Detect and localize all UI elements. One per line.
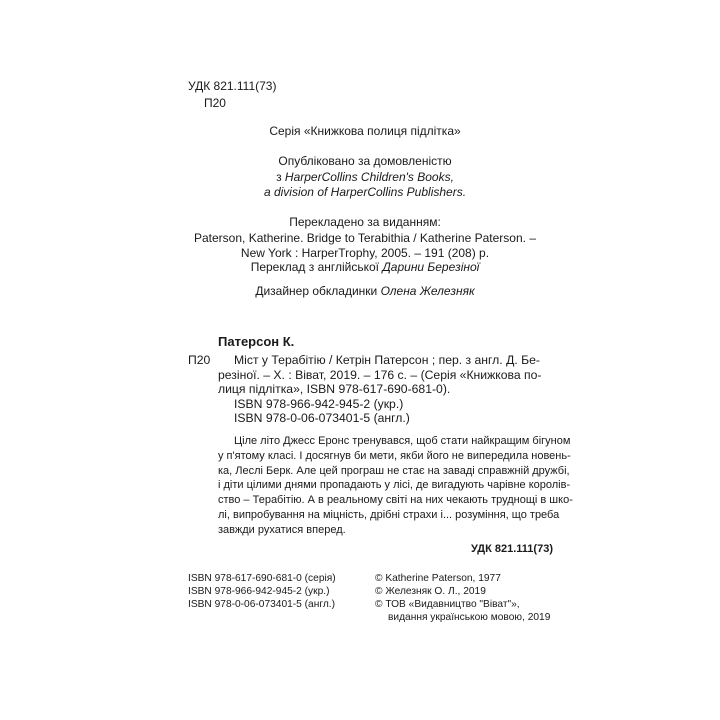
series-line [180, 124, 550, 140]
footer-isbn-ukr: ISBN 978-966-942-945-2 (укр.) [188, 586, 330, 597]
series-name: «Книжкова полиця підлітка» [303, 124, 461, 138]
author-heading: Патерсон К. [218, 334, 295, 349]
bbk-code: П20 [204, 96, 226, 110]
annotation-line-5: ство – Терабітію. А в реальному світі на них чекають труднощі в шко- [218, 494, 573, 507]
translated-from-label: Перекладено за виданням: [289, 215, 441, 229]
designer-line [180, 284, 550, 300]
copyright-publisher: © ТОВ «Видавництво "Віват"», [375, 599, 520, 610]
published-line-1: Опубліковано за домовленістю [278, 154, 452, 168]
annotation-line-7: завжди рухатися вперед. [218, 523, 346, 536]
annotation-line-3: ка, Леслі Берк. Але цей програш не стає на заваді справжній дружбі, [218, 464, 570, 477]
bbk-code-side: П20 [188, 353, 211, 367]
annotation-line-4: і діти цілими днями пропадають у лісі, де вигадують чарівне королів- [218, 479, 571, 492]
published-prefix: з [276, 170, 285, 184]
footer-isbn-series: ISBN 978-617-690-681-0 (серія) [188, 573, 336, 584]
translator-prefix: Переклад з англійської [250, 260, 383, 274]
copyright-edition: видання українською мовою, 2019 [388, 612, 551, 623]
published-line-3: a division of HarperCollins Publishers. [263, 185, 467, 199]
published-line-2 [180, 170, 550, 186]
translated-from-line-2: New York : HarperTrophy, 2005. – 191 (208) p. [240, 246, 490, 260]
translator-name: Дарини Березіної [382, 260, 480, 274]
designer-name: Олена Железняк [380, 284, 475, 298]
isbn-eng: ISBN 978-0-06-073401-5 (англ.) [234, 411, 410, 425]
udc-code: УДК 821.111(73) [188, 79, 277, 93]
translated-from-line-1: Paterson, Katherine. Bridge to Terabithia / Katherine Paterson. – [194, 231, 536, 245]
bibliographic-line-1: Міст у Терабітію / Кетрін Патерсон ; пер. з англ. Д. Бе- [234, 353, 540, 367]
designer-prefix: Дизайнер обкладинки [255, 284, 381, 298]
annotation-line-2: у п'ятому класі. І досягнув би мети, якби його не випередила новень- [218, 449, 571, 462]
annotation-line-1: Ціле літо Джесс Еронс тренувався, щоб стати найкращим бігуном [234, 435, 571, 447]
isbn-ukr: ISBN 978-966-942-945-2 (укр.) [234, 396, 404, 411]
udc-bottom: УДК 821.111(73) [470, 543, 553, 555]
copyright-author: © Katherine Paterson, 1977 [375, 573, 501, 584]
annotation-line-6: лі, випробування на міцність, дрібні страхи і... розуміння, що треба [218, 509, 560, 521]
translator-line [180, 260, 550, 276]
bibliographic-line-2: резіної. – Х. : Віват, 2019. – 176 с. – (Серія «Книжкова по- [218, 367, 542, 382]
copyright-designer: © Железняк О. Л., 2019 [375, 586, 486, 597]
series-prefix: Серія [269, 124, 304, 138]
bibliographic-line-3: лиця підлітка», ISBN 978-617-690-681-0). [218, 382, 451, 396]
published-publisher: HarperCollins Children's Books, [284, 170, 454, 184]
footer-isbn-eng: ISBN 978-0-06-073401-5 (англ.) [188, 599, 336, 610]
